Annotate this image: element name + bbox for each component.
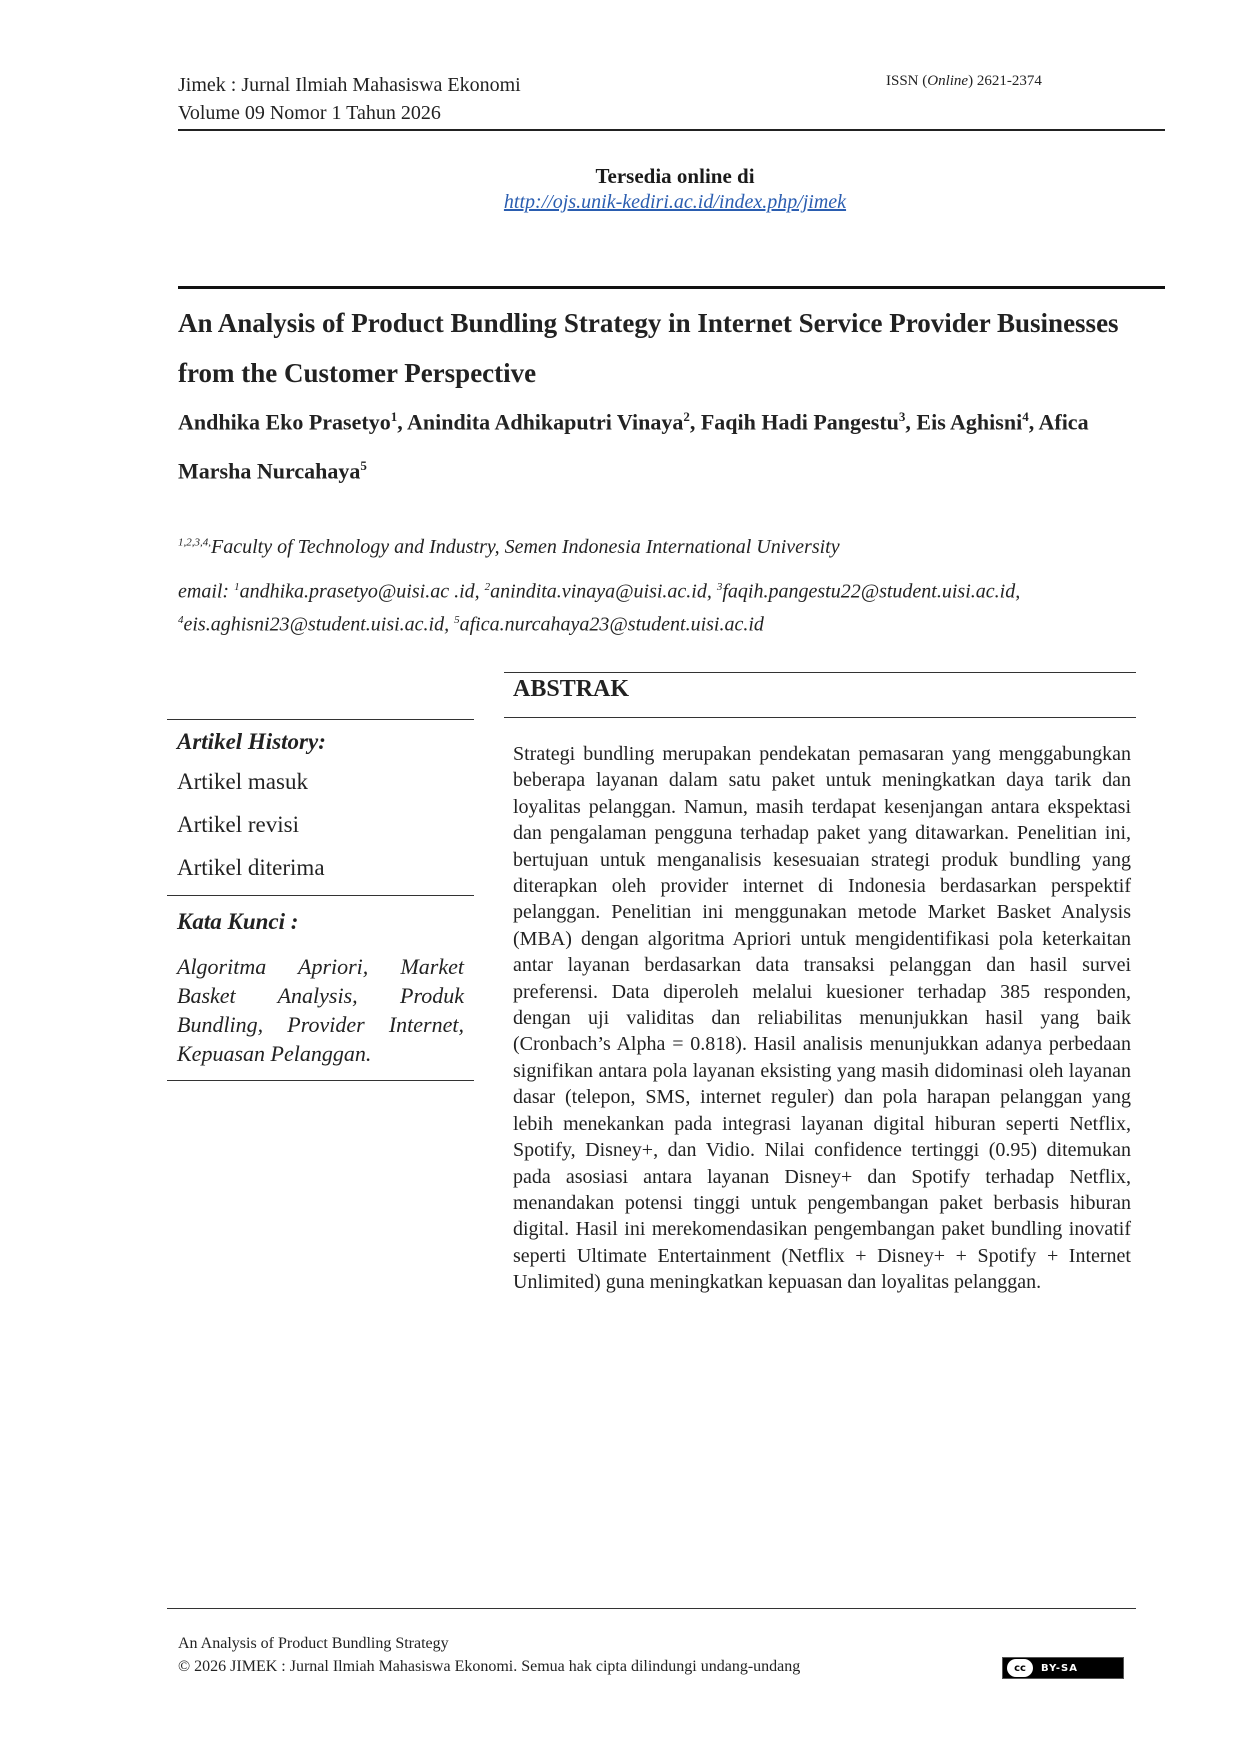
email-sup: 1 — [234, 581, 240, 593]
keywords-heading: Kata Kunci : — [177, 909, 299, 934]
cc-license-label: BY-SA — [1041, 1662, 1078, 1674]
author-sep: , — [397, 409, 408, 435]
abstract-rule-bottom — [504, 717, 1136, 718]
email-sup: 3 — [716, 581, 723, 593]
affiliation-text: Faculty of Technology and Industry, Semen Indonesia International University — [211, 536, 840, 558]
email-sup: 5 — [454, 613, 460, 626]
history-item: Artikel diterima — [177, 855, 325, 880]
title-rule — [178, 286, 1165, 289]
email-address: eis.aghisni23@student.uisi.ac.id, — [183, 613, 455, 636]
footer-copyright: © 2026 JIMEK : Jurnal Ilmiah Mahasiswa Ekonomi. Semua hak cipta dilindungi undang-undang — [178, 1658, 801, 1675]
author-sup: 4 — [1022, 409, 1029, 424]
abstract-heading: ABSTRAK — [513, 676, 630, 702]
author-sep: , — [1028, 409, 1039, 435]
author-name: Anindita Adhikaputri Vinaya — [407, 409, 684, 435]
issn-online: Online — [927, 73, 969, 89]
footer-rule — [167, 1608, 1136, 1609]
history-item: Artikel revisi — [177, 812, 299, 837]
journal-volume: Volume 09 Nomor 1 Tahun 2026 — [178, 102, 441, 124]
availability-link-wrap — [0, 191, 1240, 214]
availability-label: Tersedia online di — [595, 164, 755, 188]
abstract-rule-top — [504, 672, 1136, 673]
issn — [886, 73, 1042, 90]
author-sep: , — [905, 409, 917, 435]
cc-icon: cc — [1007, 1659, 1033, 1677]
article-title: An Analysis of Product Bundling Strategy in Internet Service Provider Businesses from the Customer Perspective — [178, 308, 1119, 388]
email-address: andhika.prasetyo@uisi.ac .id, — [239, 580, 485, 603]
email-list — [178, 573, 1168, 638]
email-sup: 4 — [178, 613, 184, 626]
affiliation — [178, 536, 1158, 559]
sidebar-rule — [167, 895, 474, 896]
keywords-text: Algoritma Apriori, Market Basket Analysis, Produk Bundling, Provider Internet, Kepuasan Pelanggan. — [177, 954, 464, 1066]
abstract-text: Strategi bundling merupakan pendekatan pemasaran yang menggabungkan beberapa layanan dalam satu paket untuk meningkatkan daya tarik dan loyalitas pelanggan. Namun, masih terdapat kesenjangan antara ekspektasi dan pengalaman pengguna terhadap paket yang ditawarkan. Penelitian ini, bertujuan untuk menganalisis kesesuaian strategi produk bundling yang diterapkan oleh provider internet di Indonesia berdasarkan perspektif pelanggan. Penelitian ini menggunakan metode Market Basket Analysis (MBA) dengan algoritma Apriori untuk mengidentifikasi pola keterkaitan antar layanan berdasarkan data transaksi pelanggan dan hasil survei preferensi. Data diperoleh melalui kuesioner terhadap 385 responden, dengan uji validitas dan reliabilitas menunjukkan hasil yang baik (Cronbach’s Alpha = 0.818). Hasil analisis menunjukkan adanya perbedaan signifikan antara pola layanan eksisting yang masih didominasi oleh layanan dasar (telepon, SMS, internet reguler) dan pola harapan pelanggan yang lebih menekankan pada integrasi layanan digital hiburan seperti Netflix, Spotify, Disney+, dan Vidio. Nilai confidence tertinggi (0.95) ditemukan pada asosiasi antara layanan Disney+ dan Spotify terhadap Netflix, menandakan potensi tinggi untuk pengembangan paket berbasis hiburan digital. Hasil ini merekomendasikan pengembangan paket bundling inovatif seperti Ultimate Entertainment (Netflix + Disney+ + Spotify + Internet Unlimited) guna meningkatkan kepuasan dan loyalitas pelanggan. — [513, 743, 1131, 1294]
author-name: Andhika Eko Prasetyo — [178, 409, 391, 435]
author-name: Eis Aghisni — [916, 409, 1023, 435]
sidebar-rule — [167, 1080, 474, 1081]
issn-prefix: ISSN ( — [886, 73, 928, 89]
author-sup: 5 — [360, 458, 367, 474]
author-sup: 3 — [898, 409, 906, 424]
email-address: faqih.pangestu22@student.uisi.ac.id, — [722, 580, 1021, 603]
history-heading: Artikel History: — [177, 729, 326, 754]
cc-license-badge[interactable] — [1002, 1657, 1124, 1679]
author-sup: 1 — [390, 409, 398, 424]
email-address: anindita.vinaya@uisi.ac.id, — [490, 580, 717, 603]
sidebar-rule — [167, 719, 474, 720]
author-name: Faqih Hadi Pangestu — [700, 409, 899, 435]
author-sup: 2 — [683, 409, 690, 424]
journal-name: Jimek : Jurnal Ilmiah Mahasiswa Ekonomi — [178, 74, 521, 96]
journal-url-link[interactable]: http://ojs.unik-kediri.ac.id/index.php/jimek — [503, 191, 847, 213]
issn-suffix: ) 2621-2374 — [968, 73, 1042, 89]
history-item: Artikel masuk — [177, 769, 308, 794]
affiliation-sup: 1,2,3,4, — [178, 536, 211, 549]
article-info-sidebar — [167, 719, 474, 1081]
author-name: Afica Marsha Nurcahaya — [178, 409, 1089, 484]
author-sep: , — [689, 409, 701, 435]
author-list — [178, 395, 1138, 494]
header-rule — [178, 129, 1165, 131]
email-label: email: — [178, 580, 235, 603]
email-address: afica.nurcahaya23@student.uisi.ac.id — [459, 613, 764, 636]
email-sup: 2 — [484, 581, 491, 593]
footer-short-title: An Analysis of Product Bundling Strategy — [178, 1635, 449, 1652]
